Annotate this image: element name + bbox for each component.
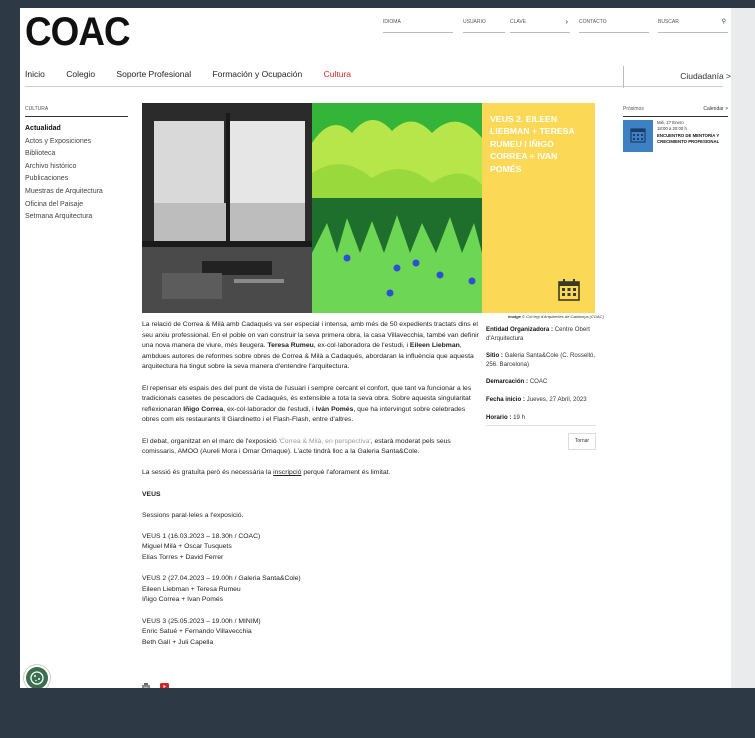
calendar-link[interactable]: Calendar > <box>703 106 728 112</box>
login-arrow-icon[interactable]: › <box>565 17 568 26</box>
main-nav <box>25 69 370 79</box>
upcoming-divider <box>623 116 728 117</box>
sidebar-item-setmana[interactable]: Setmana Arquitectura <box>25 213 93 221</box>
paragraph-1: La relació de Correa & Milà amb Cadaqués va ser especial i intensa, amb més de 50 expedients tractats dins el seu arxiu professional. En el poble on van construir la seva primera obra, la casa Villavecchia, també van definir una nova manera de viure, més lleugera. Teresa Rumeu, ex-col·laboradora de l'estudi, i Eileen Liebman, ambdues autores de reformes sobre obres de Correa & Milà a Cadaqués, abordaran la influència que aquesta arquitectura ha tingut sobre la seva manera d'entendre l'arquitectura. <box>142 321 479 371</box>
share-icons <box>142 677 169 688</box>
cookie-icon <box>26 667 48 688</box>
parallel-sessions: Sessions paral·leles a l'exposició. <box>142 511 244 519</box>
event-calendar-icon <box>623 120 653 152</box>
user-field[interactable]: USUARIO <box>463 16 505 33</box>
page-right-margin <box>731 8 755 688</box>
nav-soporte-profesional[interactable]: Soporte Profesional <box>116 69 192 79</box>
calendar-icon <box>558 279 580 301</box>
sidebar-divider <box>25 116 128 117</box>
contact-link[interactable]: CONTACTO <box>579 16 649 33</box>
nav-formacion-ocupacion[interactable]: Formación y Ocupación <box>212 69 303 79</box>
browser-bottom-bar <box>0 688 755 738</box>
upcoming-event[interactable] <box>623 120 728 152</box>
paragraph-3: El debat, organitzat en el marc de l'exposició 'Correa & Milà, en perspectiva', estarà moderat pels seus comissaris, AMOO (Aureli Mora i Omar Ornaque). L'acte tindrà lloc a la Galeria Santa&Cole. <box>142 437 451 456</box>
event-time: 18:00 a 20:00 h <box>657 125 687 131</box>
coac-logo[interactable]: COAC <box>25 10 130 54</box>
info-site: Sitio : Galeria Santa&Cole (C. Rosselló, 256. Barcelona) <box>486 352 596 368</box>
nav-ciudadania[interactable]: Ciudadanía > <box>680 71 731 81</box>
cookie-settings-button[interactable] <box>26 667 48 688</box>
veus-heading: VEUS <box>142 490 161 498</box>
article-body <box>142 320 482 659</box>
sidebar-item-archivo[interactable]: Archivo histórico <box>25 162 77 170</box>
nav-underline <box>25 86 723 87</box>
info-demarcation: Demarcación : COAC <box>486 378 548 386</box>
page <box>20 8 731 688</box>
paragraph-4: La sessió és gratuïta però és necessària la inscripció perquè l'aforament és limitat. <box>142 469 391 477</box>
event-name: ENCUENTRO DE MENTORÍA Y CRECIMIENTO PROFESIONAL <box>657 133 720 144</box>
search-input[interactable]: BUSCAR ⚲ <box>658 16 728 33</box>
event-title: VEUS 2. EILEEN LIEBMAN + TERESA RUMEU I IÑIGO CORREA + IVAN POMÉS <box>490 114 575 174</box>
nav-cultura[interactable]: Cultura <box>323 69 352 79</box>
password-field[interactable]: CLAVE › <box>510 16 570 33</box>
registration-link[interactable]: inscripció <box>273 469 302 477</box>
sidebar-section-label: CULTURA <box>25 106 49 112</box>
nav-divider <box>623 66 624 88</box>
event-date: Mié, 27 Enero <box>657 120 684 125</box>
nav-inicio[interactable]: Inicio <box>25 69 45 79</box>
info-organizer: Entidad Organizadora : Centre Obert d'Arquitectura <box>486 326 590 342</box>
interior-photo <box>142 103 312 313</box>
nav-colegio[interactable]: Colegio <box>66 69 96 79</box>
session-1: VEUS 1 (16.03.2023 – 18.30h / COAC) Miguel Milà + Oscar Tusquets Elías Torres + David Ferrer <box>142 532 261 562</box>
session-2: VEUS 2 (27.04.2023 – 19.00h / Galeria Santa&Cole) Eileen Liebman + Teresa Rumeu Iñigo Correa + Ivan Pomés <box>142 575 301 604</box>
upcoming-events <box>623 106 728 152</box>
browser-top-strip <box>0 0 755 8</box>
sidebar-item-publicaciones[interactable]: Publicaciones <box>25 175 69 183</box>
language-select[interactable]: IDIOMA <box>383 16 453 33</box>
search-icon[interactable]: ⚲ <box>721 19 726 25</box>
event-info <box>486 326 596 431</box>
info-start-date: Fecha inicio : Jueves, 27 Abril, 2023 <box>486 395 587 403</box>
sidebar-item-muestras[interactable]: Muestras de Arquitectura <box>25 187 103 195</box>
upcoming-label: Próximos <box>623 106 644 112</box>
sidebar-item-paisaje[interactable]: Oficina del Paisaje <box>25 200 83 208</box>
info-divider <box>486 425 596 426</box>
exhibition-link[interactable]: 'Correa & Milà, en perspectiva' <box>278 437 371 445</box>
image-credit: Imatge © Col·legi d'Arquitectes de Catalunya (COAC) <box>508 314 604 319</box>
back-button[interactable]: Tornar <box>568 433 596 450</box>
sidebar-menu <box>25 123 103 224</box>
garden-illustration <box>312 103 482 313</box>
event-title-card <box>482 103 595 313</box>
sidebar-item-biblioteca[interactable]: Biblioteca <box>25 150 56 158</box>
session-3: VEUS 3 (25.05.2023 – 19.00h / MINIM) Enric Satué + Fernando Villavecchia Beth Galí + Juli Capella <box>142 617 261 646</box>
paragraph-2: El repensar els espais des del punt de vista de l'usuari i sempre cercant el confort, que tant va funcionar a les tradicionals casetes de pescadors de Cadaqués, és extensible a tota la seva obra. Sobre aquesta singularitat reflexionaran Iñigo Correa, ex-col·laborador de l'estudi, i Iván Pomés, que ha intervingut sobre celebrades obres com els restaurants Il Giardinetto i el Flash-Flash, entre d'altres. <box>142 384 472 424</box>
sidebar-item-actualidad[interactable]: Actualidad <box>25 125 61 132</box>
sidebar-item-actos[interactable]: Actos y Exposiciones <box>25 137 92 145</box>
info-schedule: Horario : 19 h <box>486 413 525 421</box>
event-hero <box>142 103 595 313</box>
